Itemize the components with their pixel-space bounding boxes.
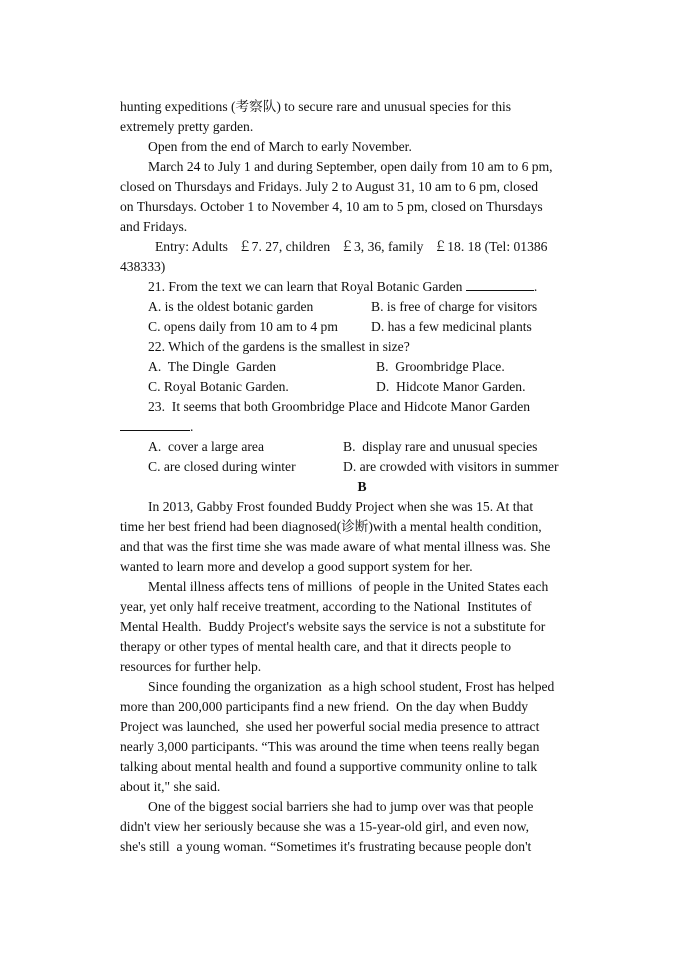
passage-b-line: Since founding the organization as a high school student, Frost has helped — [148, 679, 555, 694]
passage-b-line: Mental Health. Buddy Project's website says the service is not a substitute for — [120, 619, 546, 634]
passage-b-line: didn't view her seriously because she was a 15-year-old girl, and even now, — [120, 819, 529, 834]
question-22-stem: 22. Which of the gardens is the smallest in size? — [148, 339, 410, 354]
passage-a-line: closed on Thursdays and Fridays. July 2 to August 31, 10 am to 6 pm, closed — [120, 179, 539, 194]
passage-b-line: talking about mental health and found a supportive community online to talk — [120, 759, 538, 774]
answer-blank — [120, 418, 190, 431]
passage-b-line: about it," she said. — [120, 779, 221, 794]
passage-b-line: One of the biggest social barriers she had to jump over was that people — [148, 799, 534, 814]
passage-a-line: and Fridays. — [120, 219, 188, 234]
passage-b-line: Project was launched, she used her powerful social media presence to attract — [120, 719, 540, 734]
passage-b-line: and that was the first time she was made aware of what mental illness was. She — [120, 539, 551, 554]
passage-a-line: Entry: Adults ￡7. 27, children ￡3, 36, family ￡18. 18 (Tel: 01386 — [155, 239, 548, 254]
passage-a-line: on Thursdays. October 1 to November 4, 10 am to 5 pm, closed on Thursdays — [120, 199, 543, 214]
section-heading: B — [357, 479, 367, 494]
question-22-option-a: A. The Dingle Garden — [148, 359, 277, 374]
passage-a-line: 438333) — [120, 259, 166, 274]
answer-blank — [466, 278, 534, 291]
question-23-option-c: C. are closed during winter — [148, 459, 296, 474]
passage-b-line: time her best friend had been diagnosed(诊断)with a mental health condition, — [120, 519, 542, 534]
question-23-blank-line: . — [120, 417, 193, 437]
passage-b-line: therapy or other types of mental health care, and that it directs people to — [120, 639, 512, 654]
passage-a-line: hunting expeditions (考察队) to secure rare and unusual species for this — [120, 99, 512, 114]
question-21-option-d: D. has a few medicinal plants — [371, 319, 532, 334]
question-23-stem: 23. It seems that both Groombridge Place and Hidcote Manor Garden — [148, 399, 531, 414]
passage-b-line: nearly 3,000 participants. “This was around the time when teens really began — [120, 739, 540, 754]
passage-b-line: In 2013, Gabby Frost founded Buddy Project when she was 15. At that — [148, 499, 534, 514]
passage-b-line: wanted to learn more and develop a good support system for her. — [120, 559, 473, 574]
question-21-option-c: C. opens daily from 10 am to 4 pm — [148, 319, 338, 334]
question-22-option-b: B. Groombridge Place. — [376, 359, 505, 374]
question-21-option-b: B. is free of charge for visitors — [371, 299, 538, 314]
passage-b-line: more than 200,000 participants find a new friend. On the day when Buddy — [120, 699, 529, 714]
question-23-option-d: D. are crowded with visitors in summer — [343, 459, 559, 474]
passage-b-line: Mental illness affects tens of millions of people in the United States each — [148, 579, 549, 594]
passage-a-line: Open from the end of March to early November. — [148, 139, 412, 154]
question-23-option-b: B. display rare and unusual species — [343, 439, 538, 454]
passage-b-line: she's still a young woman. “Sometimes it's frustrating because people don't — [120, 839, 532, 854]
passage-b-line: resources for further help. — [120, 659, 262, 674]
question-23-option-a: A. cover a large area — [148, 439, 264, 454]
question-21-option-a: A. is the oldest botanic garden — [148, 299, 314, 314]
passage-a-line: extremely pretty garden. — [120, 119, 254, 134]
passage-a-line: March 24 to July 1 and during September, open daily from 10 am to 6 pm, — [148, 159, 553, 174]
question-22-option-c: C. Royal Botanic Garden. — [148, 379, 289, 394]
question-22-option-d: D. Hidcote Manor Garden. — [376, 379, 526, 394]
question-21-stem: 21. From the text we can learn that Royal Botanic Garden . — [148, 279, 538, 294]
passage-b-line: year, yet only half receive treatment, according to the National Institutes of — [120, 599, 532, 614]
